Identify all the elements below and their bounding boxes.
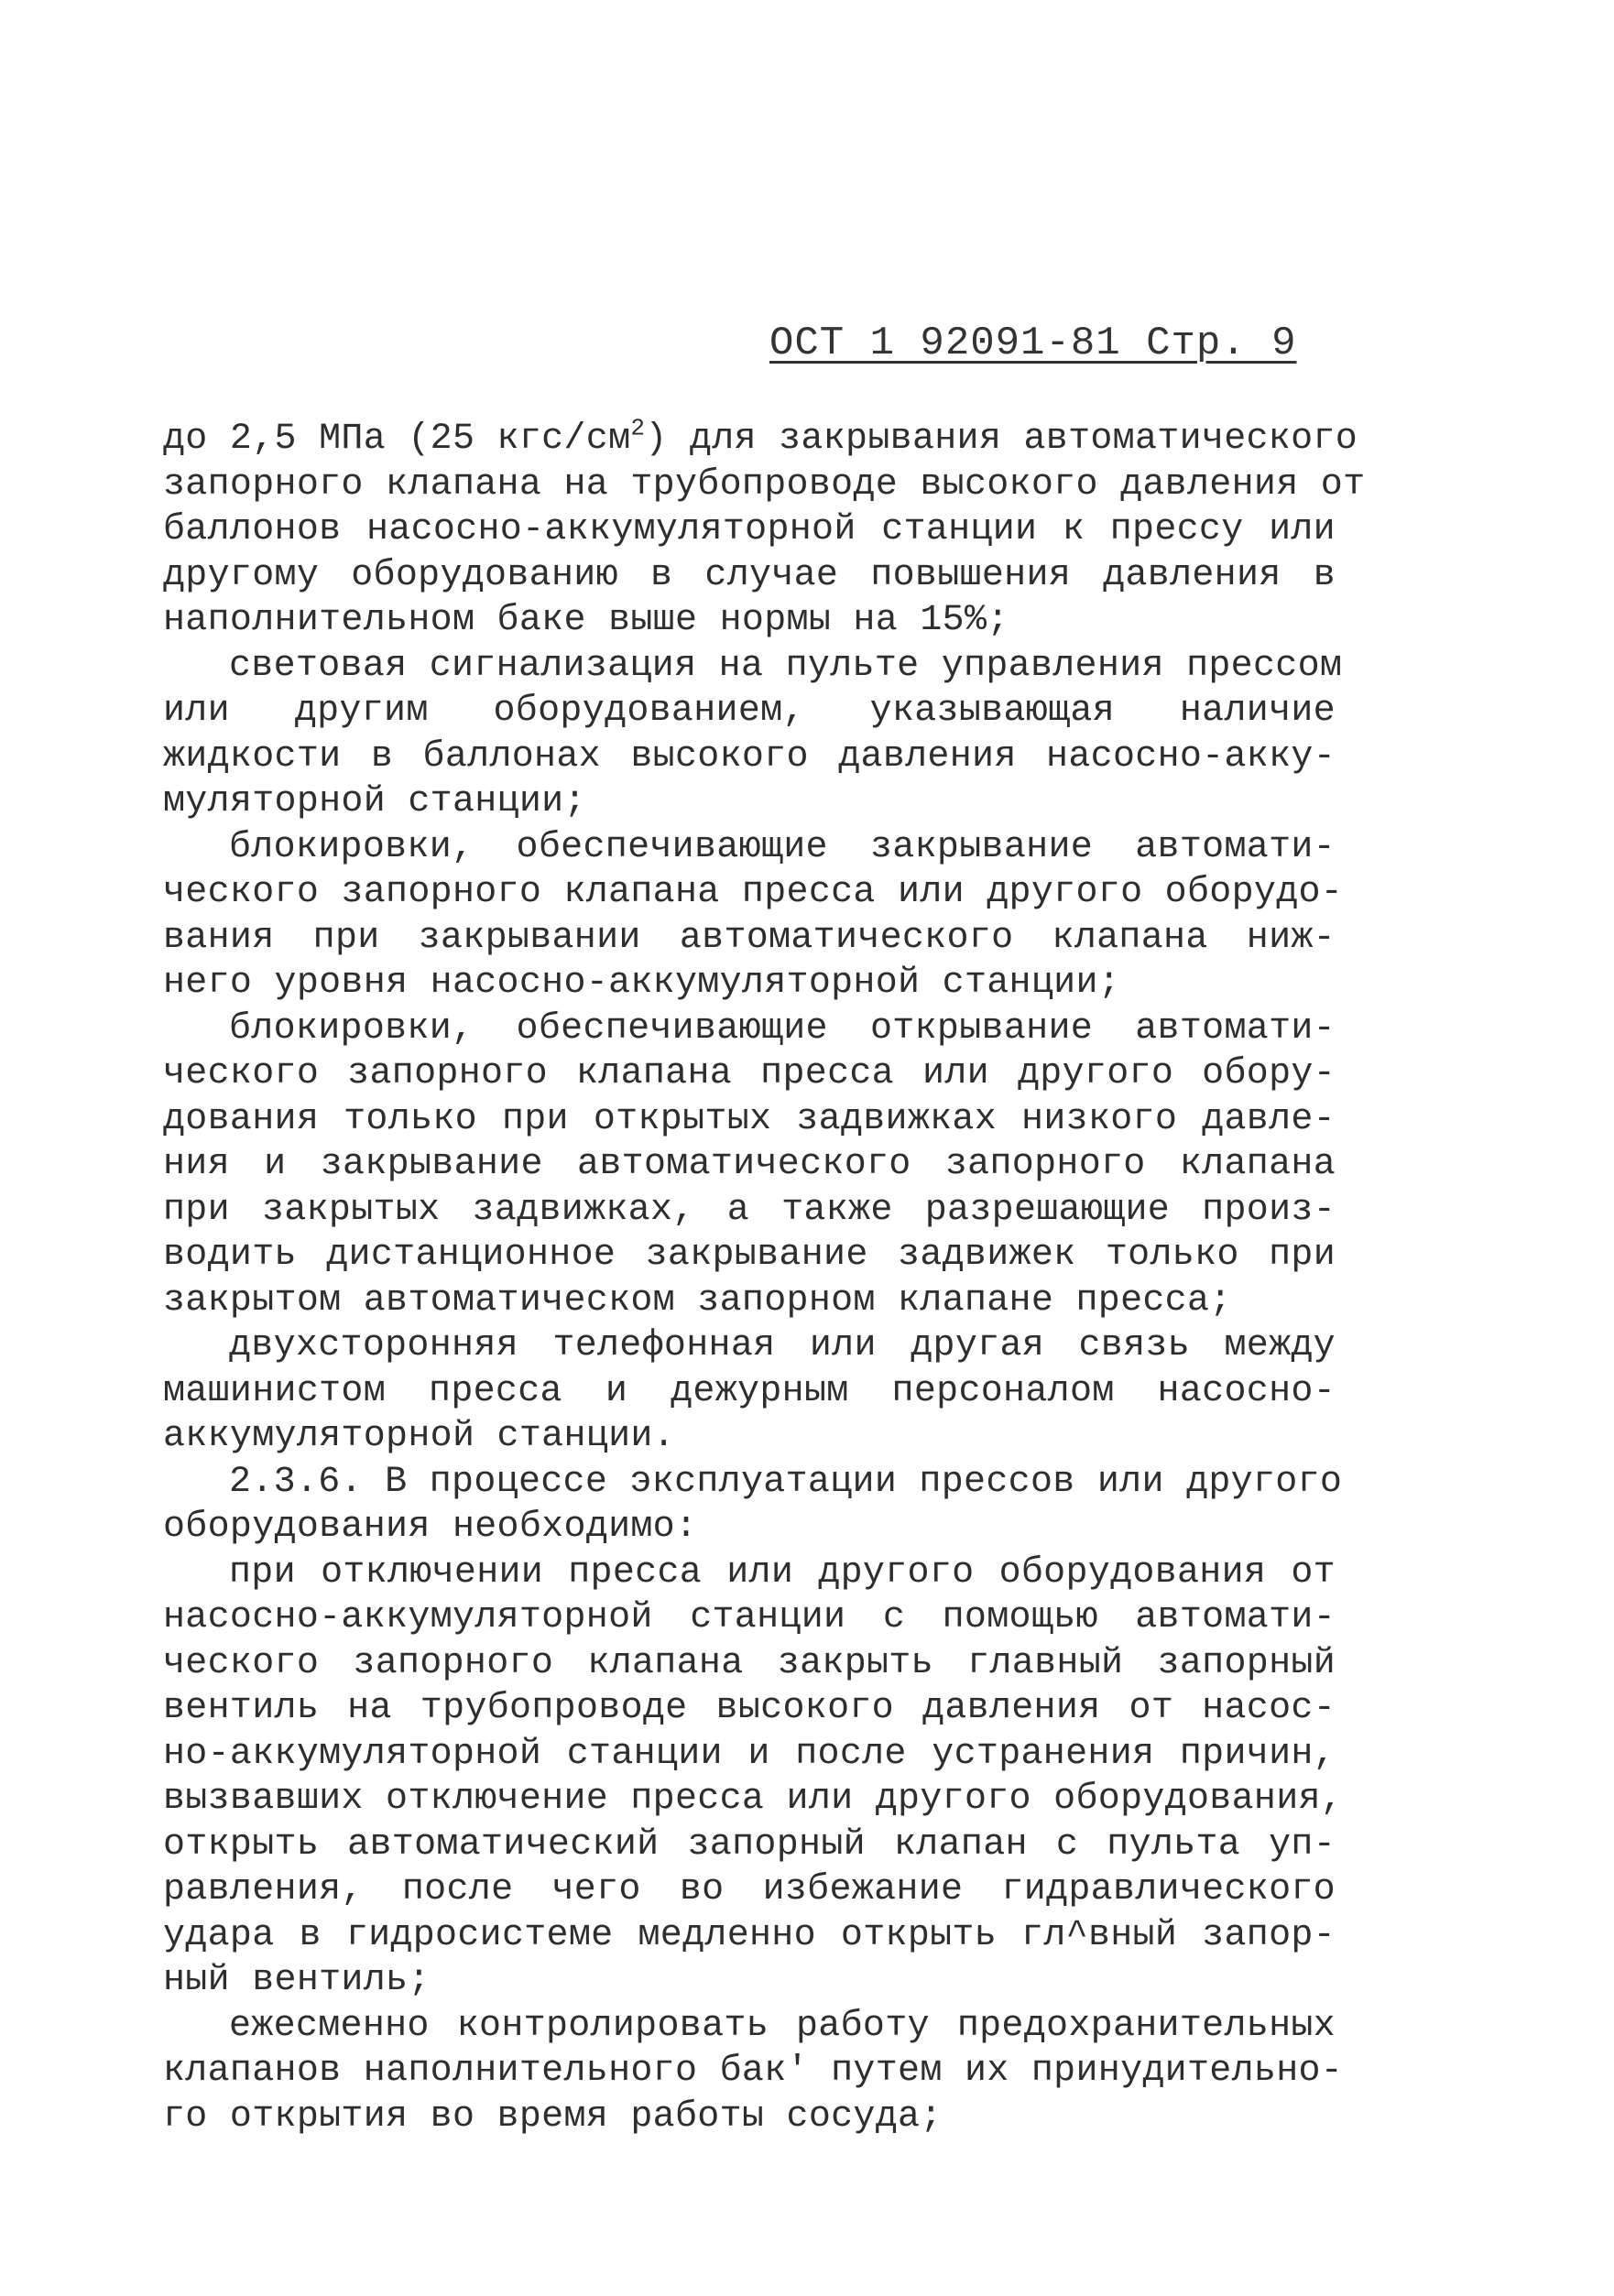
text-line: наполнительном баке выше нормы на 15%; <box>163 600 1009 641</box>
text-line: ческого запорного клапана закрыть главный запорный <box>163 1642 1336 1684</box>
text-line: клапанов наполнительного бак' путем их принудительно- <box>163 2051 1344 2092</box>
text-line: вентиль на трубопроводе высокого давления от насос- <box>163 1688 1336 1729</box>
text-line: открыть автоматический запорный клапан с пульта уп- <box>163 1823 1336 1866</box>
text-line: ческого запорного клапана пресса или другого обору- <box>163 1053 1336 1094</box>
text-line: равления, после чего во избежание гидравлического <box>163 1869 1336 1910</box>
text-line: блокировки, обеспечивающие открывание автомати- <box>229 1007 1336 1050</box>
text-line: го открытия во время работы сосуда; <box>163 2095 943 2138</box>
text-line: насосно-аккумуляторной станции с помощью автомати- <box>163 1597 1336 1638</box>
text-line: запорного клапана на трубопроводе высокого давления от <box>163 463 1366 506</box>
text-line: при отключении пресса или другого оборудования от <box>229 1551 1336 1594</box>
text-line: удара в гидросистеме медленно открыть гл^вный запор- <box>163 1914 1336 1956</box>
text-line: при закрытых задвижках, а также разрешающие произ- <box>163 1189 1336 1231</box>
text-line: другому оборудованию в случае повышения давления в <box>163 554 1336 596</box>
text-line: оборудования необходимо: <box>163 1507 698 1548</box>
text-line: вания при закрывании автоматического клапана ниж- <box>163 917 1336 959</box>
body-text <box>163 414 1366 2139</box>
text-line: блокировки, обеспечивающие закрывание автомати- <box>229 826 1336 868</box>
text-line: баллонов насосно-аккумуляторной станции к прессу или <box>163 509 1336 550</box>
text-line: машинистом пресса и дежурным персоналом насосно- <box>163 1370 1336 1412</box>
text-line: водить дистанционное закрывание задвижек только при <box>163 1235 1336 1276</box>
text-line: световая сигнализация на пульте управления прессом <box>229 645 1343 687</box>
text-line: ежесменно контролировать работу предохранительных <box>229 2005 1336 2047</box>
text-line: 2.3.6. В процессе эксплуатации прессов или другого <box>229 1461 1343 1503</box>
text-line: аккумуляторной станции. <box>163 1416 675 1457</box>
text-line: муляторной станции; <box>163 781 586 822</box>
text-line: или другим оборудованием, указывающая наличие <box>163 691 1336 732</box>
page-header: ОСТ 1 92091-81 Стр. 9 <box>769 321 1297 366</box>
text-line: дования только при открытых задвижках низкого давле- <box>163 1098 1336 1140</box>
text-line: двухсторонняя телефонная или другая связь между <box>229 1325 1336 1366</box>
text-line: ния и закрывание автоматического запорного клапана <box>163 1144 1336 1185</box>
text-line <box>163 414 1358 462</box>
text-fragment: ) для закрывания автоматического <box>645 419 1358 460</box>
text-line: жидкости в баллонах высокого давления насосно-акку- <box>163 735 1336 778</box>
text-line: ческого запорного клапана пресса или другого оборудо- <box>163 872 1344 913</box>
text-line: закрытом автоматическом запорном клапане пресса; <box>163 1279 1232 1322</box>
text-line: него уровня насосно-аккумуляторной станции; <box>163 963 1121 1004</box>
superscript: 2 <box>630 414 646 442</box>
text-line: ный вентиль; <box>163 1960 431 2001</box>
text-fragment: до 2,5 МПа (25 кгс/см <box>163 419 631 460</box>
text-line: вызвавших отключение пресса или другого оборудования, <box>163 1779 1344 1820</box>
text-line: но-аккумуляторной станции и после устранения причин, <box>163 1733 1336 1775</box>
